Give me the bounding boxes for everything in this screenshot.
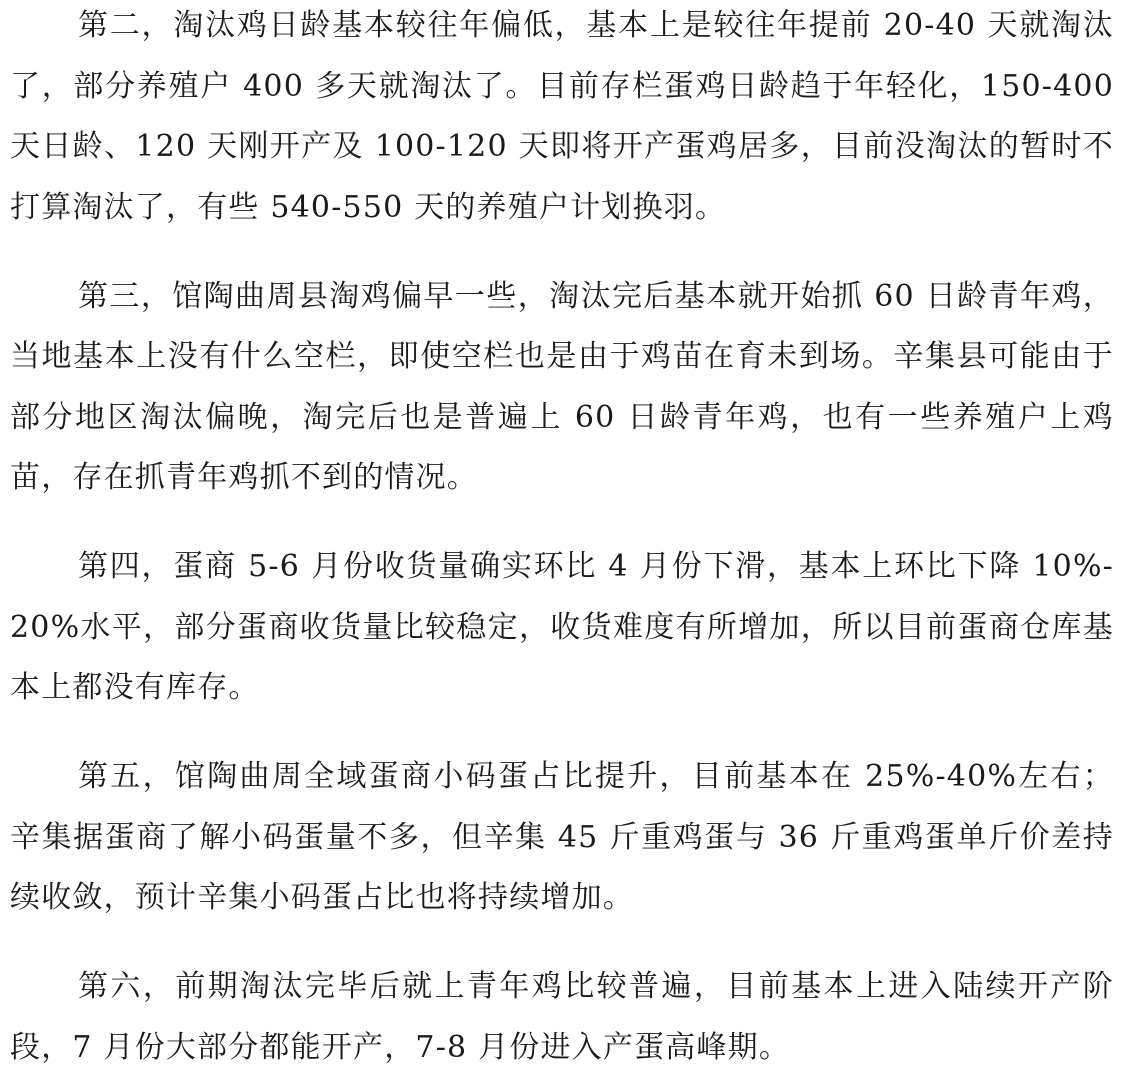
document-body	[10, 0, 1114, 1078]
paragraph-3: 第三，馆陶曲周县淘鸡偏早一些，淘汰完后基本就开始抓 60 日龄青年鸡，当地基本上没有什么空栏，即使空栏也是由于鸡苗在育未到场。辛集县可能由于部分地区淘汰偏晚，淘完后也是普遍上 60 日龄青年鸡，也有一些养殖户上鸡苗，存在抓青年鸡抓不到的情况。	[10, 278, 1114, 495]
paragraph-2: 第二，淘汰鸡日龄基本较往年偏低，基本上是较往年提前 20-40 天就淘汰了，部分养殖户 400 多天就淘汰了。目前存栏蛋鸡日龄趋于年轻化，150-400 天日龄、120 天刚开产及 100-120 天即将开产蛋鸡居多，目前没淘汰的暂时不打算淘汰了，有些 540-550 天的养殖户计划换羽。	[10, 8, 1114, 225]
paragraph-6: 第六，前期淘汰完毕后就上青年鸡比较普遍，目前基本上进入陆续开产阶段，7 月份大部分都能开产，7-8 月份进入产蛋高峰期。	[10, 969, 1114, 1065]
paragraph-4: 第四，蛋商 5-6 月份收货量确实环比 4 月份下滑，基本上环比下降 10%-20%水平，部分蛋商收货量比较稳定，收货难度有所增加，所以目前蛋商仓库基本上都没有库存。	[10, 549, 1114, 705]
paragraph-5: 第五，馆陶曲周全域蛋商小码蛋占比提升，目前基本在 25%-40%左右；辛集据蛋商了解小码蛋量不多，但辛集 45 斤重鸡蛋与 36 斤重鸡蛋单斤价差持续收敛，预计辛集小码蛋占比也将持续增加。	[10, 759, 1114, 915]
